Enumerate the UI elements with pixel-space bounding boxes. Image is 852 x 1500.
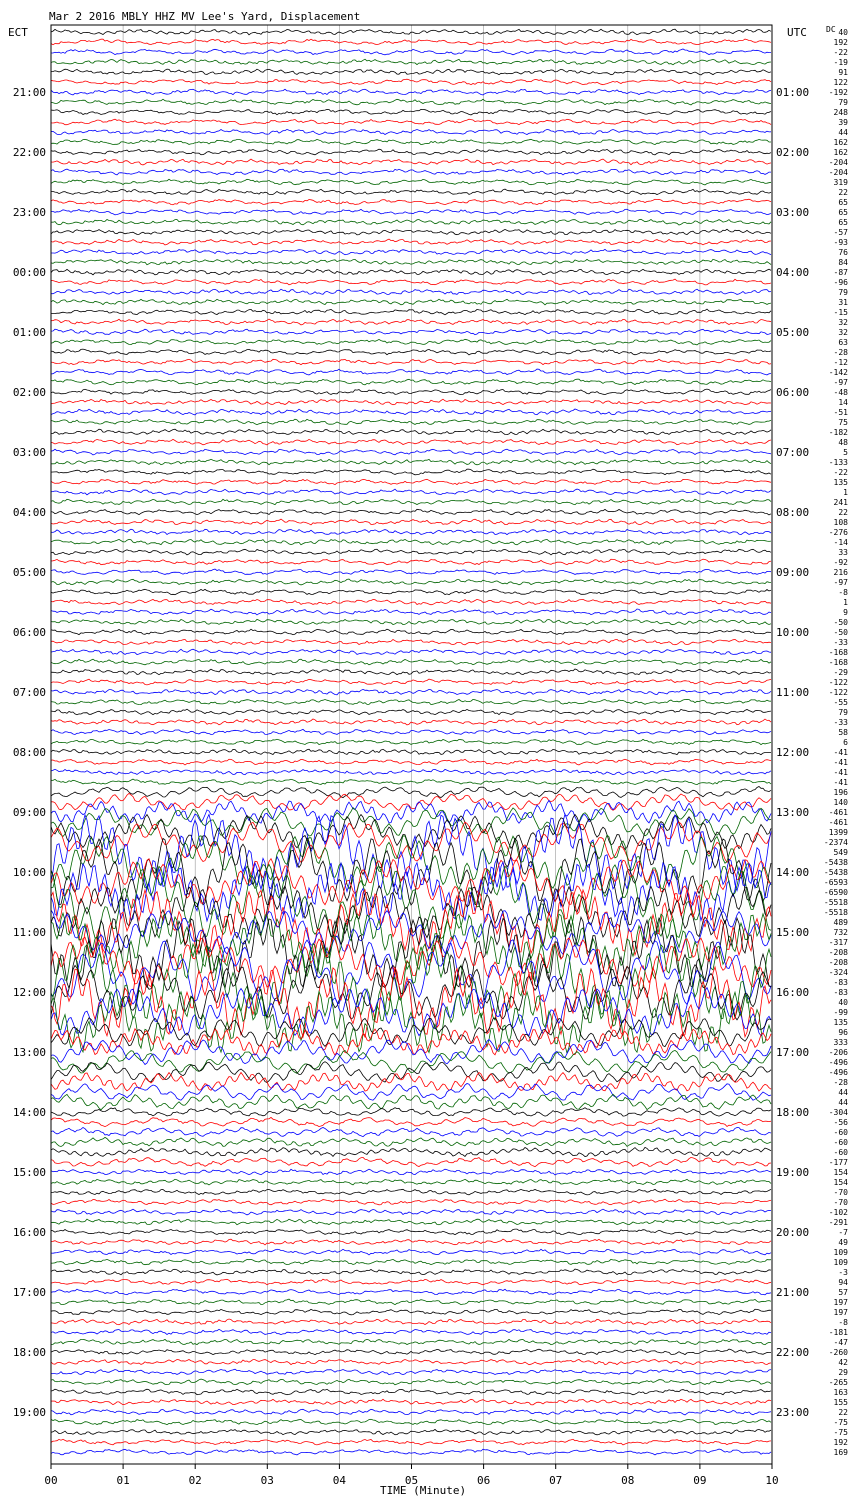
- dc-offset-label: -317: [828, 938, 848, 947]
- dc-offset-label: 155: [833, 1398, 848, 1407]
- dc-offset-label: 76: [838, 248, 848, 257]
- left-time-label: 12:00: [12, 986, 46, 999]
- left-time-label: 15:00: [12, 1166, 46, 1179]
- dc-offset-label: -29: [833, 668, 848, 677]
- dc-offset-label: 40: [838, 998, 848, 1007]
- left-time-label: 04:00: [12, 506, 46, 519]
- dc-offset-label: -208: [828, 958, 848, 967]
- left-time-label: 22:00: [12, 146, 46, 159]
- dc-offset-label: -70: [833, 1188, 848, 1197]
- dc-offset-label: -3: [838, 1268, 848, 1277]
- right-time-label: 06:00: [776, 386, 810, 399]
- dc-offset-label: 196: [833, 788, 848, 797]
- dc-offset-label: -48: [833, 388, 848, 397]
- dc-offset-label: 63: [838, 338, 848, 347]
- dc-offset-label: -204: [828, 168, 848, 177]
- dc-offset-label: -461: [828, 818, 848, 827]
- left-time-label: 00:00: [12, 266, 46, 279]
- dc-offset-label: -8: [838, 588, 848, 597]
- dc-offset-label: -304: [828, 1108, 848, 1117]
- dc-offset-label: -291: [828, 1218, 848, 1227]
- dc-offset-label: 65: [838, 218, 848, 227]
- dc-offset-label: -168: [828, 648, 848, 657]
- right-time-label: 20:00: [776, 1226, 810, 1239]
- x-tick-label: 03: [260, 1474, 274, 1487]
- dc-offset-label: 48: [838, 438, 848, 447]
- dc-offset-label: 1: [843, 598, 848, 607]
- right-time-label: 15:00: [776, 926, 810, 939]
- dc-offset-label: 44: [838, 128, 848, 137]
- right-time-label: 04:00: [776, 266, 810, 279]
- dc-offset-label: 22: [838, 1408, 848, 1417]
- dc-offset-label: 79: [838, 288, 848, 297]
- x-axis-label: TIME (Minute): [380, 1484, 467, 1497]
- right-time-label: 11:00: [776, 686, 810, 699]
- dc-offset-label: 135: [833, 478, 848, 487]
- right-time-label: 19:00: [776, 1166, 810, 1179]
- dc-offset-label: -5438: [823, 868, 848, 877]
- right-time-label: 18:00: [776, 1106, 810, 1119]
- dc-offset-label: -50: [833, 618, 848, 627]
- dc-offset-label: -15: [833, 308, 848, 317]
- left-time-label: 01:00: [12, 326, 46, 339]
- dc-offset-label: -57: [833, 228, 848, 237]
- dc-offset-label: 1399: [828, 828, 848, 837]
- dc-offset-label: -97: [833, 378, 848, 387]
- dc-offset-label: 169: [833, 1448, 848, 1457]
- dc-offset-label: 91: [838, 68, 848, 77]
- dc-offset-label: -93: [833, 238, 848, 247]
- dc-offset-label: 319: [833, 178, 848, 187]
- dc-offset-label: -28: [833, 348, 848, 357]
- dc-offset-label: 163: [833, 1388, 848, 1397]
- dc-offset-label: 162: [833, 148, 848, 157]
- right-time-label: 09:00: [776, 566, 810, 579]
- dc-offset-label: 549: [833, 848, 848, 857]
- dc-offset-label: 40: [838, 28, 848, 37]
- dc-offset-label: -41: [833, 748, 848, 757]
- dc-offset-label: 162: [833, 138, 848, 147]
- dc-offset-label: 154: [833, 1168, 848, 1177]
- dc-offset-label: -6593: [823, 878, 848, 887]
- dc-offset-label: -19: [833, 58, 848, 67]
- dc-offset-label: -5438: [823, 858, 848, 867]
- dc-offset-label: 49: [838, 1238, 848, 1247]
- left-time-label: 21:00: [12, 86, 46, 99]
- dc-offset-label: 39: [838, 118, 848, 127]
- dc-offset-label: -208: [828, 948, 848, 957]
- dc-offset-label: -7: [838, 1228, 848, 1237]
- dc-offset-label: -41: [833, 768, 848, 777]
- dc-offset-label: -276: [828, 528, 848, 537]
- dc-offset-label: -56: [833, 1118, 848, 1127]
- x-tick-label: 09: [693, 1474, 707, 1487]
- right-time-label: 21:00: [776, 1286, 810, 1299]
- left-time-label: 02:00: [12, 386, 46, 399]
- dc-offset-label: 108: [833, 518, 848, 527]
- x-tick-label: 04: [332, 1474, 347, 1487]
- dc-offset-label: 42: [838, 1358, 848, 1367]
- dc-offset-label: -461: [828, 808, 848, 817]
- dc-offset-label: -102: [828, 1208, 848, 1217]
- dc-offset-label: -97: [833, 578, 848, 587]
- dc-offset-label: 197: [833, 1298, 848, 1307]
- dc-offset-label: -28: [833, 1078, 848, 1087]
- dc-offset-label: 79: [838, 708, 848, 717]
- dc-offset-label: -83: [833, 978, 848, 987]
- dc-offset-label: -260: [828, 1348, 848, 1357]
- dc-offset-label: -324: [828, 968, 848, 977]
- dc-offset-label: -206: [828, 1048, 848, 1057]
- chart-title: Mar 2 2016 MBLY HHZ MV Lee's Yard, Displacement: [49, 10, 361, 23]
- dc-offset-label: 216: [833, 568, 848, 577]
- dc-offset-label: 33: [838, 548, 848, 557]
- left-time-label: 09:00: [12, 806, 46, 819]
- left-time-label: 19:00: [12, 1406, 46, 1419]
- dc-offset-label: -47: [833, 1338, 848, 1347]
- dc-offset-label: -265: [828, 1378, 848, 1387]
- left-time-label: 05:00: [12, 566, 46, 579]
- dc-offset-label: 32: [838, 328, 848, 337]
- dc-offset-label: -60: [833, 1138, 848, 1147]
- dc-offset-label: -60: [833, 1148, 848, 1157]
- right-time-label: 14:00: [776, 866, 810, 879]
- dc-offset-label: -496: [828, 1058, 848, 1067]
- right-time-label: 05:00: [776, 326, 810, 339]
- dc-offset-label: -99: [833, 1008, 848, 1017]
- dc-offset-label: 109: [833, 1258, 848, 1267]
- dc-offset-label: 94: [838, 1278, 848, 1287]
- dc-offset-label: -22: [833, 468, 848, 477]
- dc-offset-label: -142: [828, 368, 848, 377]
- right-time-label: 03:00: [776, 206, 810, 219]
- left-time-label: 16:00: [12, 1226, 46, 1239]
- x-tick-label: 00: [44, 1474, 58, 1487]
- dc-offset-label: -14: [833, 538, 848, 547]
- dc-offset-label: -5518: [823, 898, 848, 907]
- x-tick-label: 05: [404, 1474, 419, 1487]
- dc-offset-label: -181: [828, 1328, 848, 1337]
- dc-offset-label: 84: [838, 258, 848, 267]
- dc-offset-label: 192: [833, 38, 848, 47]
- x-tick-label: 02: [188, 1474, 202, 1487]
- dc-offset-label: -192: [828, 88, 848, 97]
- dc-offset-label: -8: [838, 1318, 848, 1327]
- dc-offset-label: -204: [828, 158, 848, 167]
- right-time-label: 17:00: [776, 1046, 810, 1059]
- dc-offset-label: -182: [828, 428, 848, 437]
- dc-offset-label: -51: [833, 408, 848, 417]
- right-time-label: 08:00: [776, 506, 810, 519]
- dc-offset-label: 1: [843, 488, 848, 497]
- dc-offset-label: 333: [833, 1038, 848, 1047]
- dc-offset-label: -70: [833, 1198, 848, 1207]
- left-time-label: 03:00: [12, 446, 46, 459]
- dc-offset-label: 65: [838, 208, 848, 217]
- dc-offset-label: 22: [838, 508, 848, 517]
- right-time-label: 23:00: [776, 1406, 810, 1419]
- dc-offset-label: -92: [833, 558, 848, 567]
- right-time-label: 01:00: [776, 86, 810, 99]
- dc-offset-label: -75: [833, 1418, 848, 1427]
- right-time-label: 13:00: [776, 806, 810, 819]
- dc-offset-label: 14: [838, 398, 848, 407]
- dc-offset-label: -496: [828, 1068, 848, 1077]
- dc-offset-label: 29: [838, 1368, 848, 1377]
- dc-offset-label: 241: [833, 498, 848, 507]
- dc-offset-label: -12: [833, 358, 848, 367]
- dc-offset-label: -83: [833, 988, 848, 997]
- dc-offset-label: -168: [828, 658, 848, 667]
- dc-offset-label: -41: [833, 758, 848, 767]
- dc-offset-label: 57: [838, 1288, 848, 1297]
- dc-offset-label: 22: [838, 188, 848, 197]
- dc-offset-label: -33: [833, 638, 848, 647]
- left-time-label: 11:00: [12, 926, 46, 939]
- dc-offset-label: -133: [828, 458, 848, 467]
- right-time-label: 22:00: [776, 1346, 810, 1359]
- dc-offset-label: 9: [843, 608, 848, 617]
- dc-offset-label: 192: [833, 1438, 848, 1447]
- dc-offset-label: -41: [833, 778, 848, 787]
- dc-offset-label: 122: [833, 78, 848, 87]
- dc-offset-label: -2374: [823, 838, 848, 847]
- left-time-label: 10:00: [12, 866, 46, 879]
- dc-offset-label: 154: [833, 1178, 848, 1187]
- dc-offset-label: 65: [838, 198, 848, 207]
- left-time-label: 07:00: [12, 686, 46, 699]
- dc-offset-label: -122: [828, 688, 848, 697]
- dc-offset-label: 44: [838, 1088, 848, 1097]
- dc-offset-label: 79: [838, 98, 848, 107]
- x-tick-label: 01: [116, 1474, 130, 1487]
- right-time-label: 07:00: [776, 446, 810, 459]
- right-time-label: 12:00: [776, 746, 810, 759]
- x-tick-label: 10: [765, 1474, 779, 1487]
- dc-offset-label: -22: [833, 48, 848, 57]
- dc-offset-label: 58: [838, 728, 848, 737]
- dc-offset-label: -96: [833, 278, 848, 287]
- dc-offset-label: -33: [833, 718, 848, 727]
- dc-offset-label: -5518: [823, 908, 848, 917]
- dc-offset-label: 44: [838, 1098, 848, 1107]
- left-time-label: 08:00: [12, 746, 46, 759]
- left-time-label: 13:00: [12, 1046, 46, 1059]
- dc-header: DC: [826, 25, 836, 34]
- left-axis-header: ECT: [8, 26, 28, 39]
- right-axis-header: UTC: [787, 26, 807, 39]
- left-time-label: 18:00: [12, 1346, 46, 1359]
- dc-offset-label: 197: [833, 1308, 848, 1317]
- left-time-label: 14:00: [12, 1106, 46, 1119]
- left-time-label: 23:00: [12, 206, 46, 219]
- dc-offset-label: 140: [833, 798, 848, 807]
- dc-offset-label: 6: [843, 738, 848, 747]
- left-time-label: 17:00: [12, 1286, 46, 1299]
- dc-offset-label: 32: [838, 318, 848, 327]
- dc-offset-label: 96: [838, 1028, 848, 1037]
- dc-offset-label: 109: [833, 1248, 848, 1257]
- dc-offset-label: 489: [833, 918, 848, 927]
- x-tick-label: 08: [621, 1474, 635, 1487]
- dc-offset-label: 5: [843, 448, 848, 457]
- dc-offset-label: -122: [828, 678, 848, 687]
- dc-offset-label: -177: [828, 1158, 848, 1167]
- dc-offset-label: -87: [833, 268, 848, 277]
- right-time-label: 10:00: [776, 626, 810, 639]
- dc-offset-label: 135: [833, 1018, 848, 1027]
- dc-offset-label: -6590: [823, 888, 848, 897]
- dc-offset-label: -75: [833, 1428, 848, 1437]
- x-tick-label: 06: [476, 1474, 491, 1487]
- x-tick-label: 07: [549, 1474, 563, 1487]
- dc-offset-label: -50: [833, 628, 848, 637]
- dc-offset-label: -55: [833, 698, 848, 707]
- left-time-label: 06:00: [12, 626, 46, 639]
- dc-offset-label: 75: [838, 418, 848, 427]
- dc-offset-label: 732: [833, 928, 848, 937]
- right-time-label: 16:00: [776, 986, 810, 999]
- dc-offset-label: 31: [838, 298, 848, 307]
- dc-offset-label: 248: [833, 108, 848, 117]
- dc-offset-label: -60: [833, 1128, 848, 1137]
- right-time-label: 02:00: [776, 146, 810, 159]
